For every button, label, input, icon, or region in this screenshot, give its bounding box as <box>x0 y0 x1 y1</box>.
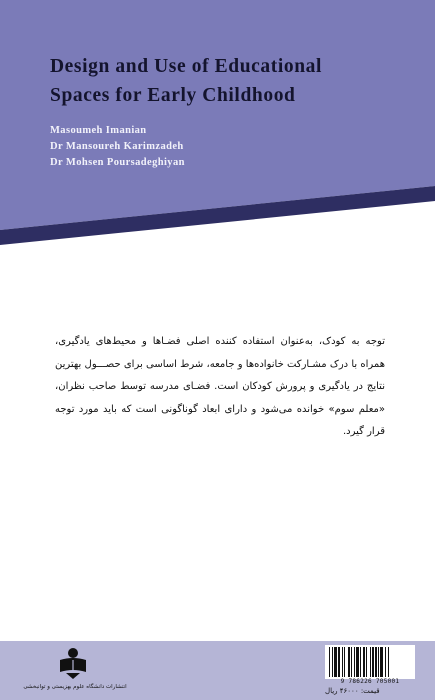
publisher-name: انتشارات دانشگاه علوم بهزیستی و توانبخشی <box>23 684 127 690</box>
isbn-number: 9 786226 705001 <box>340 678 400 685</box>
isbn-barcode <box>325 645 415 679</box>
back-cover-blurb <box>55 331 385 444</box>
author-name: Dr Mohsen Poursadeghiyan <box>50 157 185 168</box>
book-title-line-1: Design and Use of Educational <box>50 56 323 77</box>
author-name: Masoumeh Imanian <box>50 125 147 136</box>
book-title-line-2: Spaces for Early Childhood <box>50 85 296 106</box>
blurb-text: توجه به کودک، به‌عنوان استفاده کننده اصلی فضـاها و محیط‌های یادگیری، همراه با درک مشـارکت خانواده‌ها و جامعه، شرط اساسی برای حصـــول بهترین نتایج در یادگیری و پرورش کودکان است. فضـای مدرسه توسط صاحب نظران، «معلم سوم» خوانده می‌شود و دارای ابعاد گوناگونی است که باید مورد توجه قرار گیرد. <box>55 336 385 437</box>
cover-header-band <box>0 0 435 245</box>
publisher-logo-icon <box>58 646 88 680</box>
price-label: قیمت: ۴۶۰۰۰ ریال <box>325 687 380 695</box>
barcode-block <box>325 645 415 697</box>
author-name: Dr Mansoureh Karimzadeh <box>50 141 184 152</box>
